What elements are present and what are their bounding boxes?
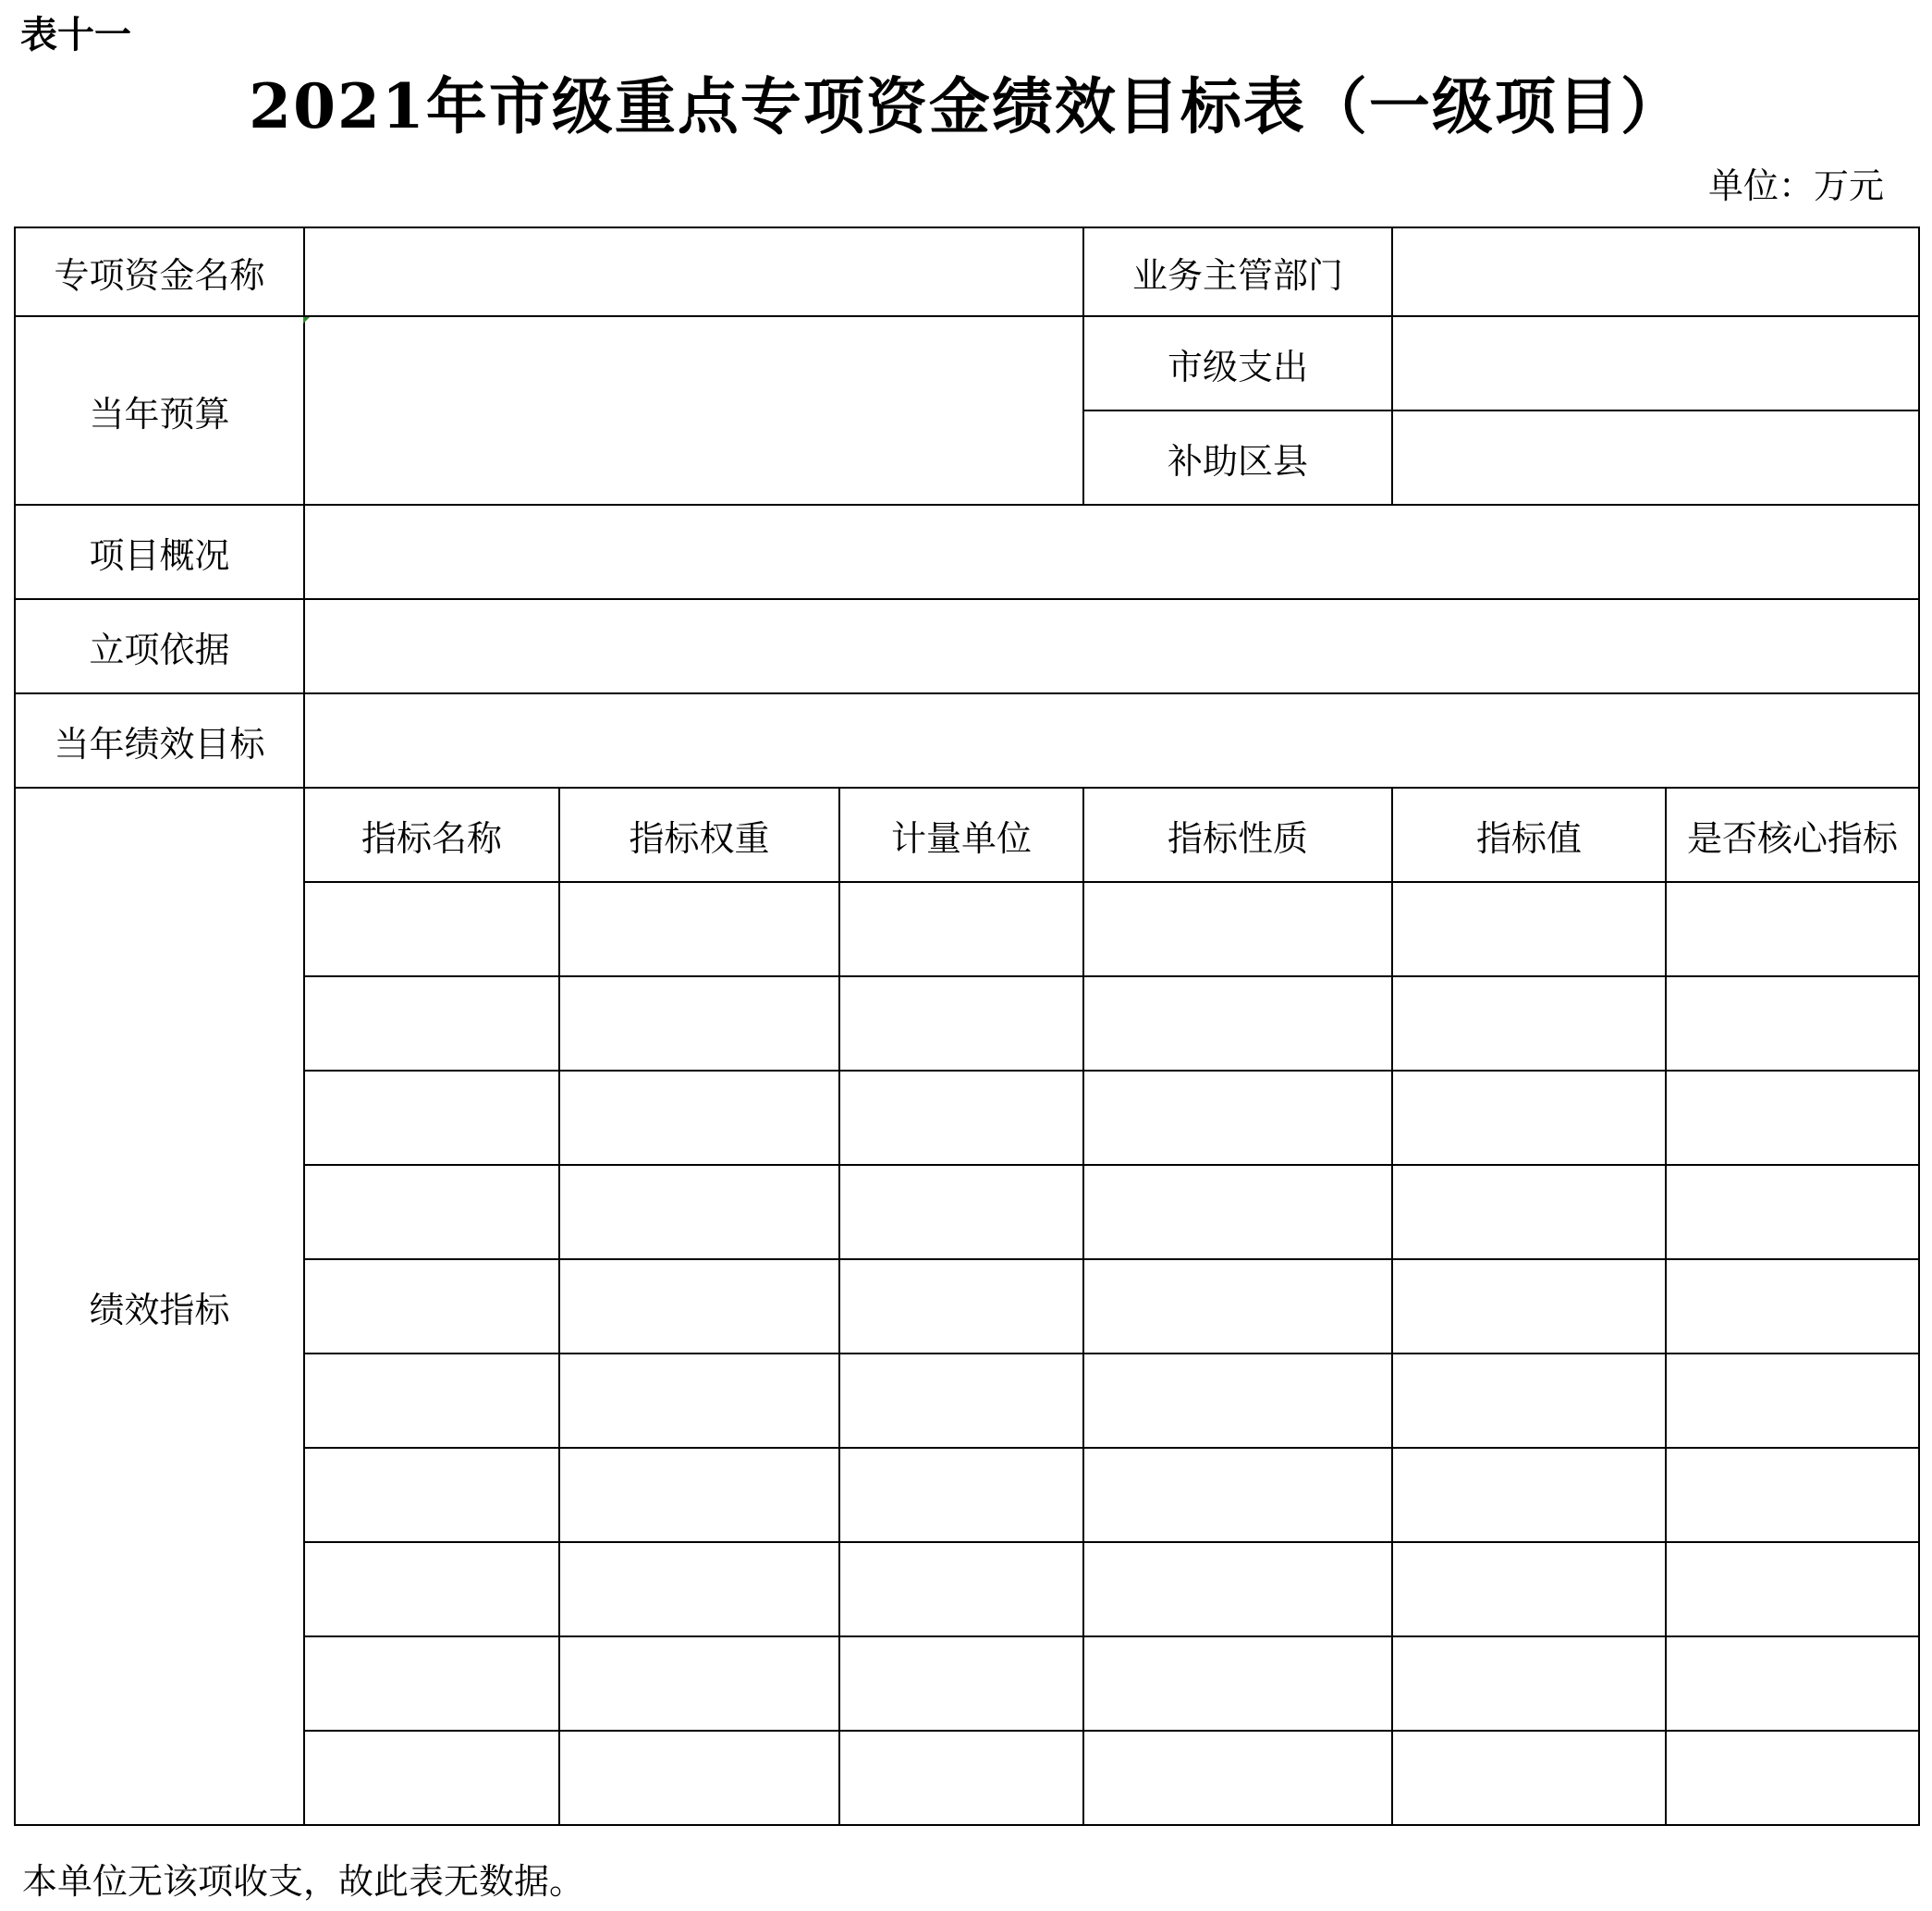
indicator-col-header: 是否核心指标 xyxy=(1666,788,1919,882)
overview-row xyxy=(15,505,1919,599)
indicator-cell[interactable] xyxy=(304,976,559,1071)
indicator-col-header: 指标权重 xyxy=(559,788,839,882)
indicator-cell[interactable] xyxy=(839,1259,1083,1354)
indicator-cell[interactable] xyxy=(1083,1259,1392,1354)
indicator-cell[interactable] xyxy=(839,1448,1083,1542)
indicator-cell[interactable] xyxy=(559,882,839,976)
goal-label: 当年绩效目标 xyxy=(15,693,304,788)
indicator-cell[interactable] xyxy=(304,1259,559,1354)
indicator-cell[interactable] xyxy=(559,1542,839,1636)
fund-name-value[interactable] xyxy=(304,227,1083,316)
indicator-cell[interactable] xyxy=(839,1354,1083,1448)
goal-row xyxy=(15,693,1919,788)
indicator-col-header: 指标名称 xyxy=(304,788,559,882)
city-expense-label: 市级支出 xyxy=(1083,316,1392,410)
county-subsidy-label: 补助区县 xyxy=(1083,410,1392,505)
indicator-cell[interactable] xyxy=(1083,1448,1392,1542)
indicator-col-header: 计量单位 xyxy=(839,788,1083,882)
basis-row xyxy=(15,599,1919,693)
indicator-cell[interactable] xyxy=(1666,1731,1919,1825)
indicator-cell[interactable] xyxy=(1392,976,1666,1071)
fund-name-label: 专项资金名称 xyxy=(15,227,304,316)
indicator-cell[interactable] xyxy=(1666,976,1919,1071)
indicator-header-row xyxy=(15,788,1919,882)
basis-label: 立项依据 xyxy=(15,599,304,693)
indicator-cell[interactable] xyxy=(1392,882,1666,976)
indicator-cell[interactable] xyxy=(559,1354,839,1448)
indicator-cell[interactable] xyxy=(559,1165,839,1259)
indicator-cell[interactable] xyxy=(1666,1259,1919,1354)
indicator-cell[interactable] xyxy=(1666,1071,1919,1165)
indicators-label: 绩效指标 xyxy=(15,788,304,1825)
indicator-cell[interactable] xyxy=(1666,1636,1919,1731)
indicator-cell[interactable] xyxy=(1666,1448,1919,1542)
indicator-cell[interactable] xyxy=(1083,882,1392,976)
overview-value[interactable] xyxy=(304,505,1919,599)
basis-value[interactable] xyxy=(304,599,1919,693)
indicator-cell[interactable] xyxy=(559,1731,839,1825)
overview-label: 项目概况 xyxy=(15,505,304,599)
indicator-cell[interactable] xyxy=(839,882,1083,976)
indicator-cell[interactable] xyxy=(559,1448,839,1542)
indicator-cell[interactable] xyxy=(304,1165,559,1259)
indicator-cell[interactable] xyxy=(304,1448,559,1542)
performance-target-table xyxy=(14,227,1920,1826)
indicator-cell[interactable] xyxy=(1392,1542,1666,1636)
indicator-cell[interactable] xyxy=(1083,1636,1392,1731)
indicator-cell[interactable] xyxy=(1392,1354,1666,1448)
indicator-cell[interactable] xyxy=(1392,1259,1666,1354)
indicator-cell[interactable] xyxy=(1083,1165,1392,1259)
city-expense-value[interactable] xyxy=(1392,316,1919,410)
indicator-cell[interactable] xyxy=(1083,1731,1392,1825)
indicator-cell[interactable] xyxy=(1392,1448,1666,1542)
indicator-cell[interactable] xyxy=(304,1731,559,1825)
indicator-cell[interactable] xyxy=(1666,882,1919,976)
indicator-cell[interactable] xyxy=(559,1071,839,1165)
indicator-cell[interactable] xyxy=(1666,1165,1919,1259)
indicator-cell[interactable] xyxy=(1392,1731,1666,1825)
indicator-cell[interactable] xyxy=(839,1542,1083,1636)
indicator-cell[interactable] xyxy=(559,1636,839,1731)
indicator-cell[interactable] xyxy=(304,1542,559,1636)
indicator-cell[interactable] xyxy=(1392,1636,1666,1731)
indicator-cell[interactable] xyxy=(559,1259,839,1354)
indicator-cell[interactable] xyxy=(1083,1354,1392,1448)
indicator-col-header: 指标值 xyxy=(1392,788,1666,882)
indicator-cell[interactable] xyxy=(839,1071,1083,1165)
table-number-label: 表十一 xyxy=(20,14,131,56)
indicator-cell[interactable] xyxy=(839,1636,1083,1731)
county-subsidy-value[interactable] xyxy=(1392,410,1919,505)
indicator-cell[interactable] xyxy=(839,1165,1083,1259)
indicator-cell[interactable] xyxy=(1666,1542,1919,1636)
indicator-cell[interactable] xyxy=(1392,1071,1666,1165)
indicator-col-header: 指标性质 xyxy=(1083,788,1392,882)
indicator-cell[interactable] xyxy=(839,1731,1083,1825)
dept-label: 业务主管部门 xyxy=(1083,227,1392,316)
indicator-cell[interactable] xyxy=(304,1071,559,1165)
indicator-cell[interactable] xyxy=(304,882,559,976)
indicator-cell[interactable] xyxy=(1392,1165,1666,1259)
budget-label: 当年预算 xyxy=(15,316,304,505)
fund-name-row xyxy=(15,227,1919,316)
indicator-cell[interactable] xyxy=(1083,1071,1392,1165)
goal-value[interactable] xyxy=(304,693,1919,788)
indicator-cell[interactable] xyxy=(304,1354,559,1448)
page-title: 2021年市级重点专项资金绩效目标表（一级项目） xyxy=(249,70,1683,142)
budget-row-city xyxy=(15,316,1919,410)
indicator-cell[interactable] xyxy=(1666,1354,1919,1448)
cell-comment-marker xyxy=(303,317,310,324)
indicator-cell[interactable] xyxy=(839,976,1083,1071)
budget-value[interactable] xyxy=(304,316,1083,505)
indicator-cell[interactable] xyxy=(1083,976,1392,1071)
unit-label: 单位：万元 xyxy=(1707,165,1884,206)
indicator-cell[interactable] xyxy=(1083,1542,1392,1636)
indicator-cell[interactable] xyxy=(559,976,839,1071)
dept-value[interactable] xyxy=(1392,227,1919,316)
footer-note: 本单位无该项收支，故此表无数据。 xyxy=(22,1861,585,1902)
indicator-cell[interactable] xyxy=(304,1636,559,1731)
